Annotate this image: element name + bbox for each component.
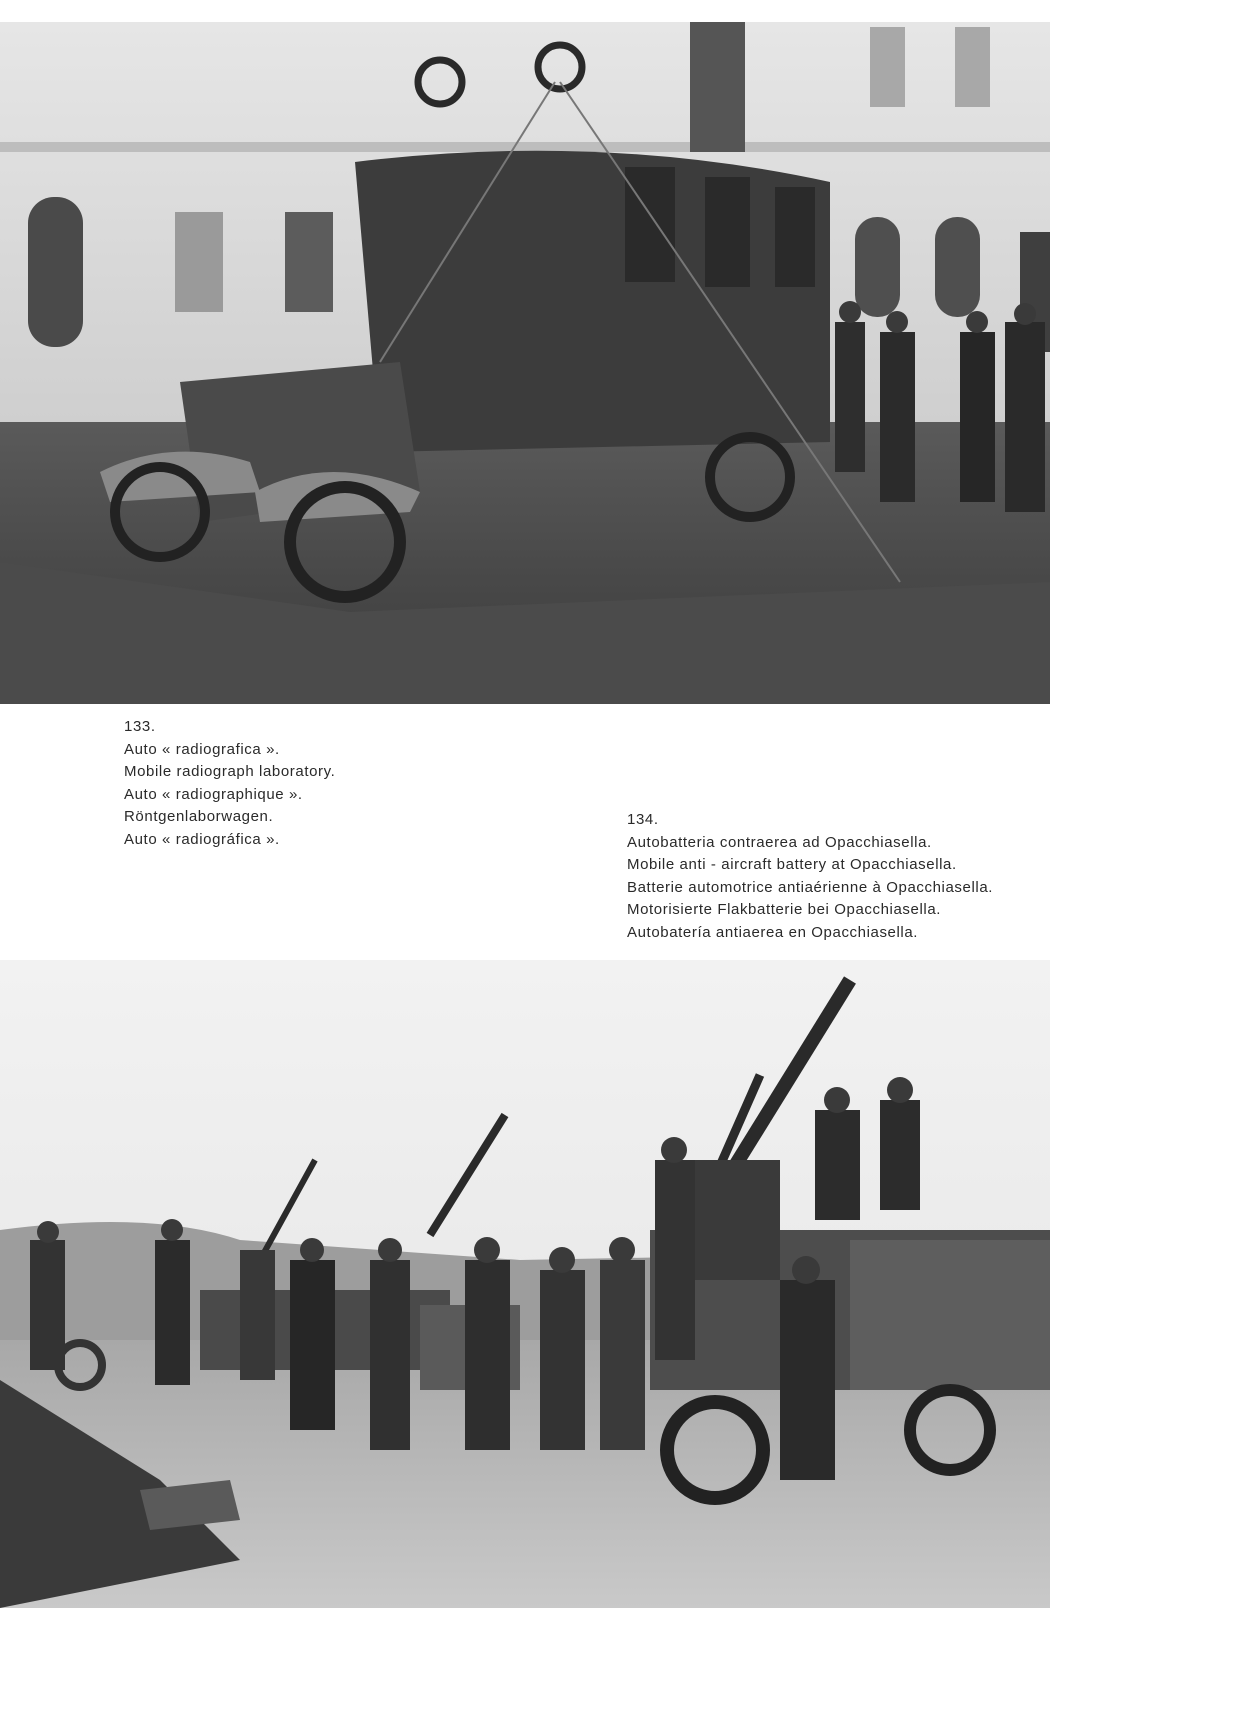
caption-line: Röntgenlaborwagen. xyxy=(124,808,274,826)
photo-anti-aircraft-battery xyxy=(0,960,1050,1608)
caption-line: Auto « radiográfica ». xyxy=(124,830,280,848)
anti-aircraft-battery-image xyxy=(0,960,1050,1608)
caption-line: Autobatteria contraerea ad Opacchiasella. xyxy=(627,833,932,851)
caption-line: Auto « radiographique ». xyxy=(124,785,303,803)
radiograph-truck-image xyxy=(0,22,1050,704)
caption-line: Autobatería antiaerea en Opacchiasella. xyxy=(627,923,919,941)
photo-radiograph-truck xyxy=(0,22,1050,704)
caption-line: Motorisierte Flakbatterie bei Opacchiasella. xyxy=(627,901,942,919)
caption-figure-133 xyxy=(124,716,335,852)
caption-line: Mobile anti - aircraft battery at Opacchiasella. xyxy=(627,856,957,874)
caption-figure-134 xyxy=(627,809,993,945)
caption-line: Auto « radiografica ». xyxy=(124,740,280,758)
caption-number: 133. xyxy=(124,718,156,735)
caption-number: 134. xyxy=(627,811,659,828)
caption-line: Batterie automotrice antiaérienne à Opacchiasella. xyxy=(627,878,994,896)
caption-line: Mobile radiograph laboratory. xyxy=(124,763,336,781)
